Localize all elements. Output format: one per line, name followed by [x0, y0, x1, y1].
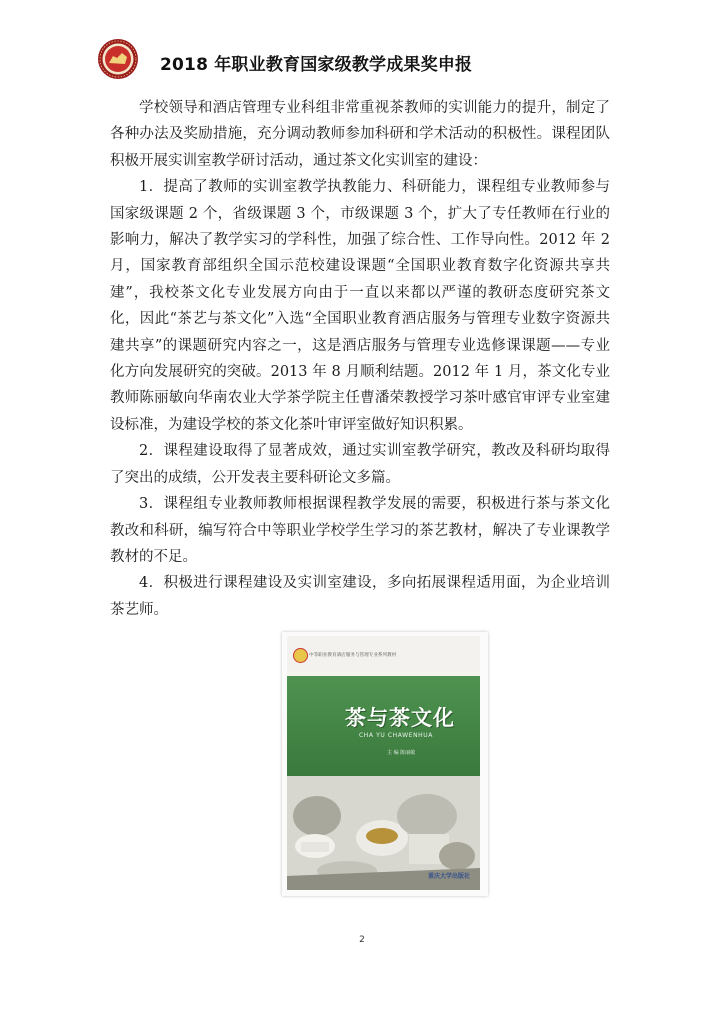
paragraph-item-1: 1．提高了教师的实训室教学执教能力、科研能力，课程组专业教师参与国家级课题 2 个，省级课题 3 个，市级课题 3 个，扩大了专任教师在行业的影响力，解决了教学实习的学科性，加强了综合性、工作导向性。2012 年 2 月，国家教育部组织全国示范校建设课题“全国职业教育数字化资源共享共建”，我校茶文化专业发展方向由于一直以来都以严谨的教研态度研究茶文化，因此“茶艺与茶文化”入选“全国职业教育酒店服务与管理专业数字资源共建共享”的课题研究内容之一，这是酒店服务与管理专业选修课课题——专业化方向发展研究的突破。2013 年 8 月顺利结题。2012 年 1 月，茶文化专业教师陈丽敏向华南农业大学茶学院主任曹潘荣教授学习茶叶感官审评专业室建设标准，为建设学校的茶文化茶叶审评室做好知识积累。: [110, 179, 610, 433]
book-title-pinyin: CHA YU CHAWENHUA: [359, 732, 433, 739]
page-title: 2018 年职业教育国家级教学成果奖申报: [160, 55, 473, 75]
page-header: [0, 30, 724, 90]
publisher-seal-icon: [293, 648, 308, 663]
cover-series-name: 中等职业教育酒店服务与管理专业系列教材: [309, 653, 397, 658]
book-cover-photo: [282, 632, 488, 896]
body-text: [110, 95, 610, 623]
book-title: 茶与茶文化: [345, 706, 455, 730]
school-logo-icon: [97, 38, 139, 80]
publisher-name: 重庆大学出版社: [427, 873, 470, 880]
book-editor: 主 编 陈丽敏: [387, 750, 416, 756]
paragraph-item-2: 2．课程建设取得了显著成效，通过实训室教学研究，教改及科研均取得了突出的成绩，公开发表主要科研论文多篇。: [110, 443, 610, 486]
book-cover: [287, 636, 480, 890]
paragraph-item-3: 3．课程组专业教师教师根据课程教学发展的需要，积极进行茶与茶文化教改和科研，编写符合中等职业学校学生学习的茶艺教材，解决了专业课教学教材的不足。: [110, 496, 610, 565]
paragraph-item-4: 4．积极进行课程建设及实训室建设，多向拓展课程适用面，为企业培训茶艺师。: [110, 575, 610, 618]
paragraph-intro: 学校领导和酒店管理专业科组非常重视茶教师的实训能力的提升，制定了各种办法及奖励措施，充分调动教师参加科研和学术活动的积极性。课程团队积极开展实训室教学研讨活动，通过茶文化实训室的建设：: [110, 100, 610, 169]
page-number: 2: [359, 935, 365, 945]
